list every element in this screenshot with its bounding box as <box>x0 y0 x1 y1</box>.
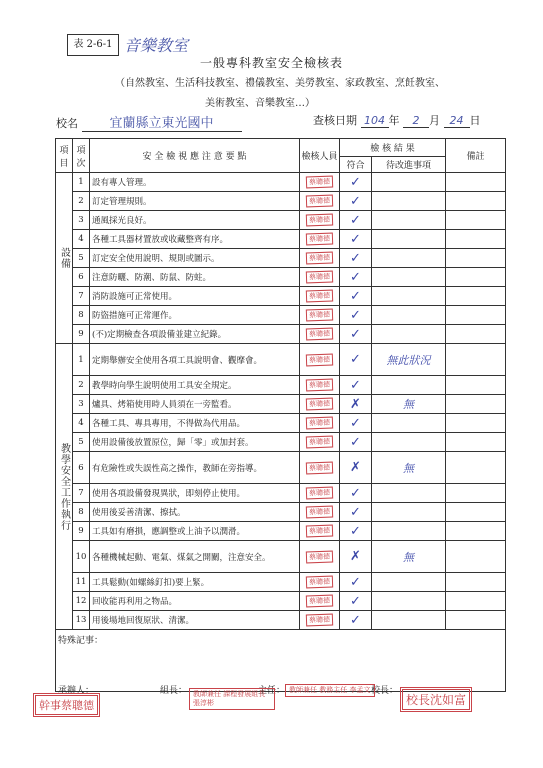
row-text: 工具如有磨損，應調整或上油予以潤滑。 <box>90 522 300 541</box>
header-todo: 待改進事項 <box>372 157 446 173</box>
remark-cell <box>446 452 506 484</box>
todo-note <box>372 611 446 630</box>
remark-cell <box>446 573 506 592</box>
inspector-cell <box>300 192 340 211</box>
remark-cell <box>446 268 506 287</box>
table-row <box>56 376 506 395</box>
table-row <box>56 522 506 541</box>
row-text: 使用設備後放置原位，歸「零」或加封套。 <box>90 433 300 452</box>
table-row <box>56 268 506 287</box>
handler-seal: 幹事蔡聰德 <box>33 693 100 717</box>
row-number: 13 <box>73 611 90 630</box>
header-remark: 備註 <box>446 139 506 173</box>
inspector-stamp: 蔡聰德 <box>306 487 333 500</box>
remark-cell <box>446 306 506 325</box>
inspector-cell <box>300 376 340 395</box>
ok-mark: ✓ <box>340 592 372 611</box>
subtitle-line1: （自然教室、生活科技教室、禮儀教室、美勞教室、家政教室、烹飪教室、 <box>115 78 445 89</box>
row-text: 使用各項設備發現異狀，即刻停止使用。 <box>90 484 300 503</box>
subtitle-line2: 美術教室、音樂教室…） <box>205 98 315 109</box>
row-number: 1 <box>73 344 90 376</box>
table-row <box>56 344 506 376</box>
remark-cell <box>446 344 506 376</box>
remark-cell <box>446 541 506 573</box>
row-number: 10 <box>73 541 90 573</box>
table-row <box>56 541 506 573</box>
inspector-cell <box>300 414 340 433</box>
inspector-cell <box>300 395 340 414</box>
row-text: 通風採光良好。 <box>90 211 300 230</box>
inspector-cell <box>300 230 340 249</box>
todo-note: 無 <box>372 395 446 414</box>
row-number: 6 <box>73 268 90 287</box>
ok-mark: ✓ <box>340 306 372 325</box>
inspector-cell <box>300 452 340 484</box>
date-year: 104 <box>361 114 389 128</box>
ok-mark: ✓ <box>340 268 372 287</box>
todo-note <box>372 522 446 541</box>
todo-note <box>372 325 446 344</box>
inspector-stamp: 蔡聰德 <box>306 271 333 284</box>
row-number: 11 <box>73 573 90 592</box>
table-row <box>56 503 506 522</box>
principal-seal: 校長沈如富 <box>400 687 472 712</box>
inspector-stamp: 蔡聰德 <box>306 461 333 474</box>
inspector-cell <box>300 173 340 192</box>
inspector-cell <box>300 268 340 287</box>
room-handwritten: 音樂教室 <box>124 36 189 55</box>
todo-note <box>372 211 446 230</box>
row-number: 3 <box>73 211 90 230</box>
inspector-stamp: 蔡聰德 <box>306 214 333 227</box>
todo-note <box>372 268 446 287</box>
inspector-cell <box>300 592 340 611</box>
remark-cell <box>446 522 506 541</box>
todo-note <box>372 573 446 592</box>
row-number: 8 <box>73 503 90 522</box>
ok-mark: ✓ <box>340 192 372 211</box>
ok-mark: ✗ <box>340 541 372 573</box>
remark-cell <box>446 376 506 395</box>
inspector-stamp: 蔡聰德 <box>306 417 333 430</box>
table-row <box>56 287 506 306</box>
row-text: 各種機械起動、電氣、煤氣之開關，注意安全。 <box>90 541 300 573</box>
header-inspector: 檢核人員 <box>300 139 340 173</box>
director-label: 主任： <box>258 686 286 696</box>
group-label: 組長： <box>160 686 188 696</box>
inspector-stamp: 蔡聰德 <box>306 550 333 563</box>
remark-cell <box>446 611 506 630</box>
director-seal: 教師兼任 教務主任 李孟文 <box>285 684 375 697</box>
ok-mark: ✗ <box>340 452 372 484</box>
form-code: 表 2-6-1 <box>67 34 119 56</box>
row-text: (不)定期檢查各項設備並建立紀錄。 <box>90 325 300 344</box>
inspector-stamp: 蔡聰德 <box>306 195 333 208</box>
remark-cell <box>446 433 506 452</box>
row-text: 消防設施可正常使用。 <box>90 287 300 306</box>
ok-mark: ✓ <box>340 484 372 503</box>
row-number: 1 <box>73 173 90 192</box>
header-content: 安 全 檢 視 應 注 意 要 點 <box>90 139 300 173</box>
section-label: 教學安全工作執行 <box>56 344 73 630</box>
ok-mark: ✓ <box>340 503 372 522</box>
row-number: 9 <box>73 325 90 344</box>
header-ok: 符合 <box>340 157 372 173</box>
table-row <box>56 325 506 344</box>
group-seal: 教師兼任 課程發展組長 張淳彬 <box>189 688 275 710</box>
table-row <box>56 573 506 592</box>
inspector-stamp: 蔡聰德 <box>306 290 333 303</box>
row-text: 有危險性或失誤性高之操作，教師在旁指導。 <box>90 452 300 484</box>
table-row <box>56 211 506 230</box>
row-text: 教學時向學生說明使用工具安全規定。 <box>90 376 300 395</box>
todo-note <box>372 414 446 433</box>
row-number: 12 <box>73 592 90 611</box>
todo-note <box>372 192 446 211</box>
todo-note <box>372 484 446 503</box>
row-number: 7 <box>73 484 90 503</box>
inspector-stamp: 蔡聰德 <box>306 576 333 589</box>
row-text: 訂定管理規則。 <box>90 192 300 211</box>
todo-note <box>372 287 446 306</box>
row-number: 4 <box>73 414 90 433</box>
remark-cell <box>446 249 506 268</box>
row-number: 8 <box>73 306 90 325</box>
row-number: 6 <box>73 452 90 484</box>
row-text: 爐具、烤箱使用時人員須在一旁監看。 <box>90 395 300 414</box>
todo-note <box>372 376 446 395</box>
row-number: 2 <box>73 192 90 211</box>
ok-mark: ✓ <box>340 433 372 452</box>
remark-cell <box>446 395 506 414</box>
header-result: 檢 核 結 果 <box>340 139 446 157</box>
row-text: 設有專人管理。 <box>90 173 300 192</box>
principal-label: 校長： <box>371 686 399 696</box>
row-text: 注意防曬、防潮、防鼠、防蛀。 <box>90 268 300 287</box>
todo-note <box>372 592 446 611</box>
inspector-cell <box>300 573 340 592</box>
ok-mark: ✓ <box>340 249 372 268</box>
todo-note <box>372 306 446 325</box>
todo-note <box>372 173 446 192</box>
date-label: 查核日期 <box>313 114 357 127</box>
todo-note <box>372 433 446 452</box>
row-number: 4 <box>73 230 90 249</box>
inspector-stamp: 蔡聰德 <box>306 506 333 519</box>
table-row <box>56 414 506 433</box>
school-row <box>56 112 242 132</box>
inspector-cell <box>300 611 340 630</box>
todo-note <box>372 249 446 268</box>
table-row <box>56 592 506 611</box>
inspector-stamp: 蔡聰德 <box>306 436 333 449</box>
inspector-stamp: 蔡聰德 <box>306 595 333 608</box>
inspector-stamp: 蔡聰德 <box>306 525 333 538</box>
ok-mark: ✓ <box>340 287 372 306</box>
table-row <box>56 306 506 325</box>
remark-cell <box>446 414 506 433</box>
row-text: 工具鬆動(如螺絲釘扣)要上緊。 <box>90 573 300 592</box>
table-row <box>56 230 506 249</box>
table-row <box>56 192 506 211</box>
inspector-stamp: 蔡聰德 <box>306 353 333 366</box>
row-text: 各種工具器材置放或收藏整齊有序。 <box>90 230 300 249</box>
todo-note <box>372 230 446 249</box>
date-row <box>313 112 481 128</box>
todo-note: 無 <box>372 541 446 573</box>
inspector-cell <box>300 541 340 573</box>
handler-label: 承辦人： <box>58 686 95 696</box>
inspector-cell <box>300 503 340 522</box>
inspector-cell <box>300 249 340 268</box>
page-title: 一般專科教室安全檢核表 <box>199 56 343 70</box>
inspector-stamp: 蔡聰德 <box>306 233 333 246</box>
row-text: 定期舉辦安全使用各項工具說明會、觀摩會。 <box>90 344 300 376</box>
ok-mark: ✓ <box>340 414 372 433</box>
ok-mark: ✓ <box>340 344 372 376</box>
inspector-stamp: 蔡聰德 <box>306 309 333 322</box>
section-label: 設備 <box>56 173 73 344</box>
row-text: 使用後妥善清潔、擦拭。 <box>90 503 300 522</box>
date-day: 24 <box>444 114 470 128</box>
inspector-stamp: 蔡聰德 <box>306 398 333 411</box>
school-name: 宜蘭縣立東光國中 <box>82 112 242 132</box>
todo-note: 無此狀況 <box>372 344 446 376</box>
row-text: 用後場地回復原狀、清潔。 <box>90 611 300 630</box>
remark-cell <box>446 173 506 192</box>
header-item: 項目 <box>56 139 73 173</box>
row-number: 7 <box>73 287 90 306</box>
table-row <box>56 484 506 503</box>
checklist-table <box>55 138 506 692</box>
remark-cell <box>446 325 506 344</box>
header-index: 項次 <box>73 139 90 173</box>
ok-mark: ✓ <box>340 573 372 592</box>
inspector-cell <box>300 484 340 503</box>
inspector-stamp: 蔡聰德 <box>306 614 333 627</box>
special-notes: 特殊記事： <box>56 630 506 692</box>
row-text: 防盜措施可正常運作。 <box>90 306 300 325</box>
remark-cell <box>446 484 506 503</box>
row-number: 2 <box>73 376 90 395</box>
row-number: 5 <box>73 433 90 452</box>
remark-cell <box>446 503 506 522</box>
ok-mark: ✗ <box>340 395 372 414</box>
table-row <box>56 433 506 452</box>
date-year-unit: 年 <box>388 114 400 127</box>
ok-mark: ✓ <box>340 173 372 192</box>
remark-cell <box>446 230 506 249</box>
remark-cell <box>446 592 506 611</box>
inspector-stamp: 蔡聰德 <box>306 379 333 392</box>
inspector-cell <box>300 306 340 325</box>
ok-mark: ✓ <box>340 376 372 395</box>
row-text: 各種工具、專具專用，不得做為代用品。 <box>90 414 300 433</box>
table-row <box>56 395 506 414</box>
table-row <box>56 173 506 192</box>
row-number: 5 <box>73 249 90 268</box>
todo-note <box>372 503 446 522</box>
ok-mark: ✓ <box>340 325 372 344</box>
row-text: 訂定安全使用說明、規則或圖示。 <box>90 249 300 268</box>
ok-mark: ✓ <box>340 211 372 230</box>
date-month: 2 <box>403 114 429 128</box>
date-month-unit: 月 <box>429 114 440 127</box>
inspector-stamp: 蔡聰德 <box>306 328 333 341</box>
date-day-unit: 日 <box>469 114 481 127</box>
inspector-stamp: 蔡聰德 <box>306 176 333 189</box>
inspector-cell <box>300 287 340 306</box>
remark-cell <box>446 211 506 230</box>
inspector-stamp: 蔡聰德 <box>306 252 333 265</box>
school-label: 校名 <box>56 117 78 130</box>
todo-note: 無 <box>372 452 446 484</box>
remark-cell <box>446 192 506 211</box>
row-number: 9 <box>73 522 90 541</box>
inspector-cell <box>300 433 340 452</box>
ok-mark: ✓ <box>340 522 372 541</box>
table-row <box>56 452 506 484</box>
row-number: 3 <box>73 395 90 414</box>
inspector-cell <box>300 325 340 344</box>
table-row <box>56 249 506 268</box>
remark-cell <box>446 287 506 306</box>
row-text: 回收能再利用之物品。 <box>90 592 300 611</box>
inspector-cell <box>300 211 340 230</box>
inspector-cell <box>300 522 340 541</box>
inspector-cell <box>300 344 340 376</box>
ok-mark: ✓ <box>340 230 372 249</box>
ok-mark: ✓ <box>340 611 372 630</box>
table-row <box>56 611 506 630</box>
